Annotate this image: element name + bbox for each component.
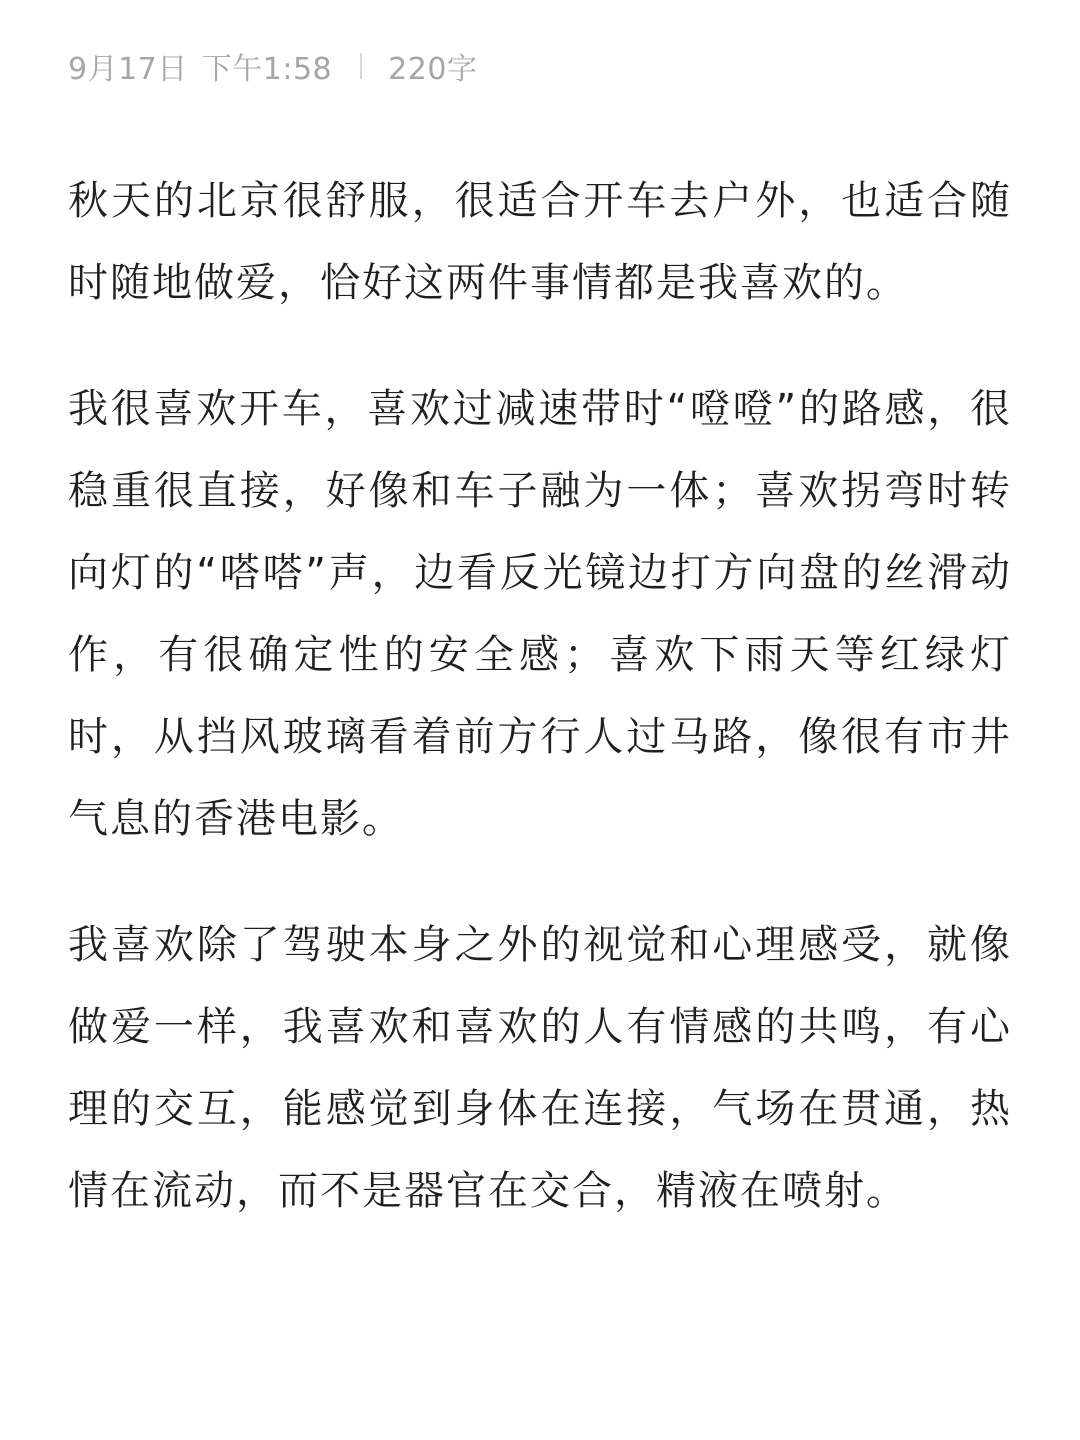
- note-date: 9月17日: [68, 52, 188, 87]
- note-paragraph-1[interactable]: 秋天的北京很舒服，很适合开车去户外，也适合随时随地做爱，恰好这两件事情都是我喜欢的。: [68, 178, 1012, 306]
- meta-divider: [360, 53, 362, 79]
- word-count: 220字: [388, 52, 478, 87]
- note-paragraph-2[interactable]: 我很喜欢开车，喜欢过减速带时“噔噔”的路感，很稳重很直接，好像和车子融为一体；喜欢拐弯时转向灯的“嗒嗒”声，边看反光镜边打方向盘的丝滑动作，有很确定性的安全感；喜欢下雨天等红绿灯时，从挡风玻璃看着前方行人过马路，像很有市井气息的香港电影。: [68, 386, 1012, 842]
- note-body[interactable]: [68, 160, 1012, 1276]
- note-paragraph-3[interactable]: 我喜欢除了驾驶本身之外的视觉和心理感受，就像做爱一样，我喜欢和喜欢的人有情感的共鸣，有心理的交互，能感觉到身体在连接，气场在贯通，热情在流动，而不是器官在交合，精液在喷射。: [68, 922, 1012, 1214]
- note-time: 下午1:58: [201, 52, 333, 87]
- note-meta: [68, 44, 477, 88]
